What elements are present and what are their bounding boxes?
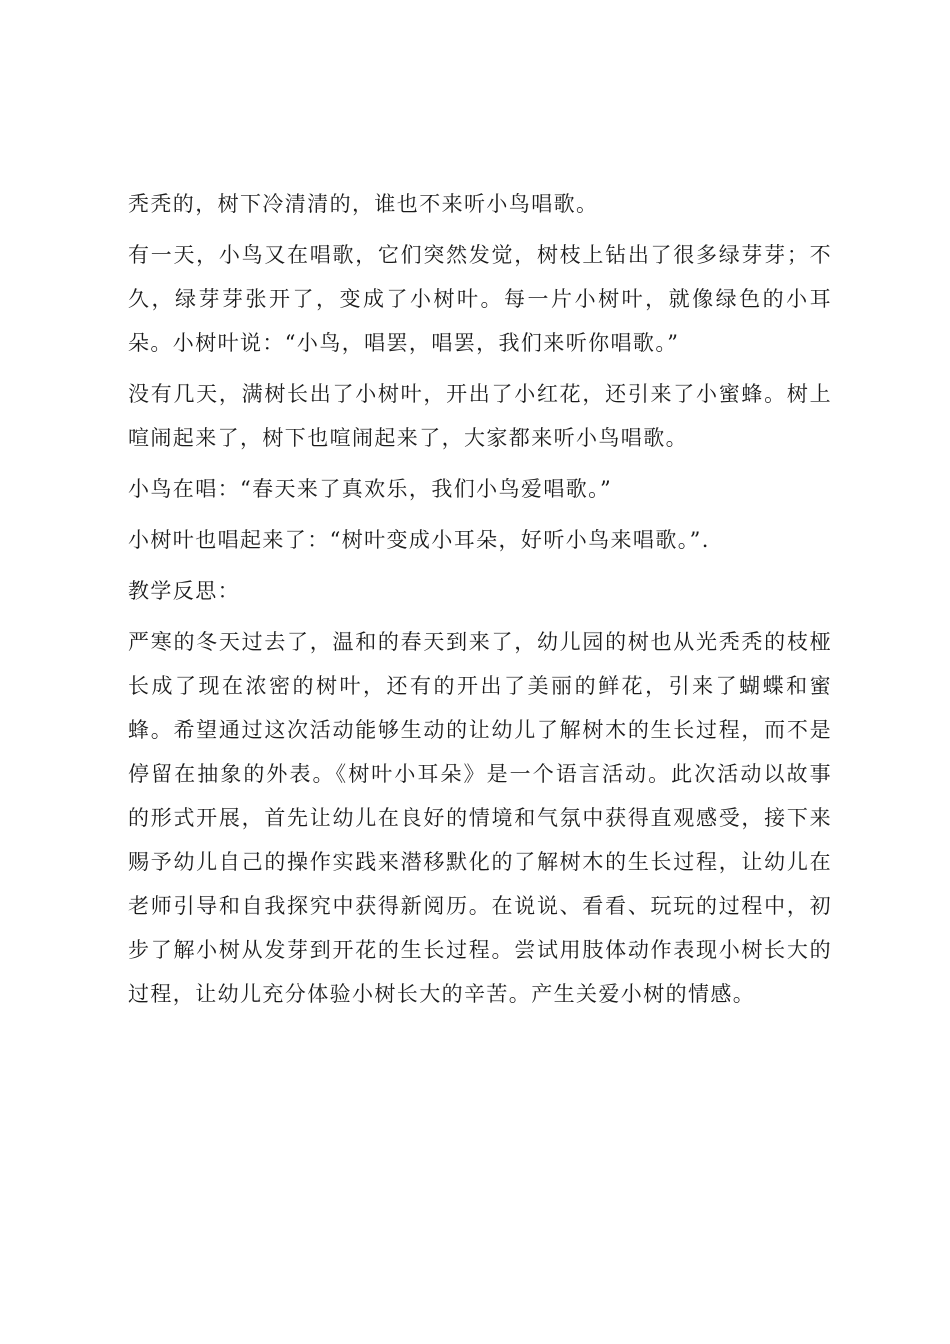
document-page	[128, 182, 832, 1023]
story-paragraph-5: 小树叶也唱起来了：“树叶变成小耳朵，好听小鸟来唱歌。”.	[128, 528, 710, 552]
story-paragraph-2: 有一天，小鸟又在唱歌，它们突然发觉，树枝上钻出了很多绿芽芽；不久，绿芽芽张开了，变成了小树叶。每一片小树叶，就像绿色的小耳朵。小树叶说：“小鸟，唱罢，唱罢，我们来听你唱歌。”	[128, 243, 832, 355]
story-paragraph-3: 没有几天，满树长出了小树叶，开出了小红花，还引来了小蜜蜂。树上喧闹起来了，树下也喧闹起来了，大家都来听小鸟唱歌。	[128, 382, 832, 450]
story-paragraph-1: 秃秃的，树下冷清清的，谁也不来听小鸟唱歌。	[128, 192, 599, 216]
reflection-heading: 教学反思：	[128, 579, 240, 603]
reflection-body: 严寒的冬天过去了，温和的春天到来了，幼儿园的树也从光秃秃的枝桠长成了现在浓密的树叶，还有的开出了美丽的鲜花，引来了蝴蝶和蜜蜂。希望通过这次活动能够生动的让幼儿了解树木的生长过程，而不是停留在抽象的外表。《树叶小耳朵》是一个语言活动。此次活动以故事的形式开展，首先让幼儿在良好的情境和气氛中获得直观感受，接下来赐予幼儿自己的操作实践来潜移默化的了解树木的生长过程，让幼儿在老师引导和自我探究中获得新阅历。在说说、看看、玩玩的过程中，初步了解小树从发芽到开花的生长过程。尝试用肢体动作表现小树长大的过程，让幼儿充分体验小树长大的辛苦。产生关爱小树的情感。	[128, 630, 832, 1006]
story-paragraph-4: 小鸟在唱：“春天来了真欢乐，我们小鸟爱唱歌。”	[128, 477, 613, 501]
